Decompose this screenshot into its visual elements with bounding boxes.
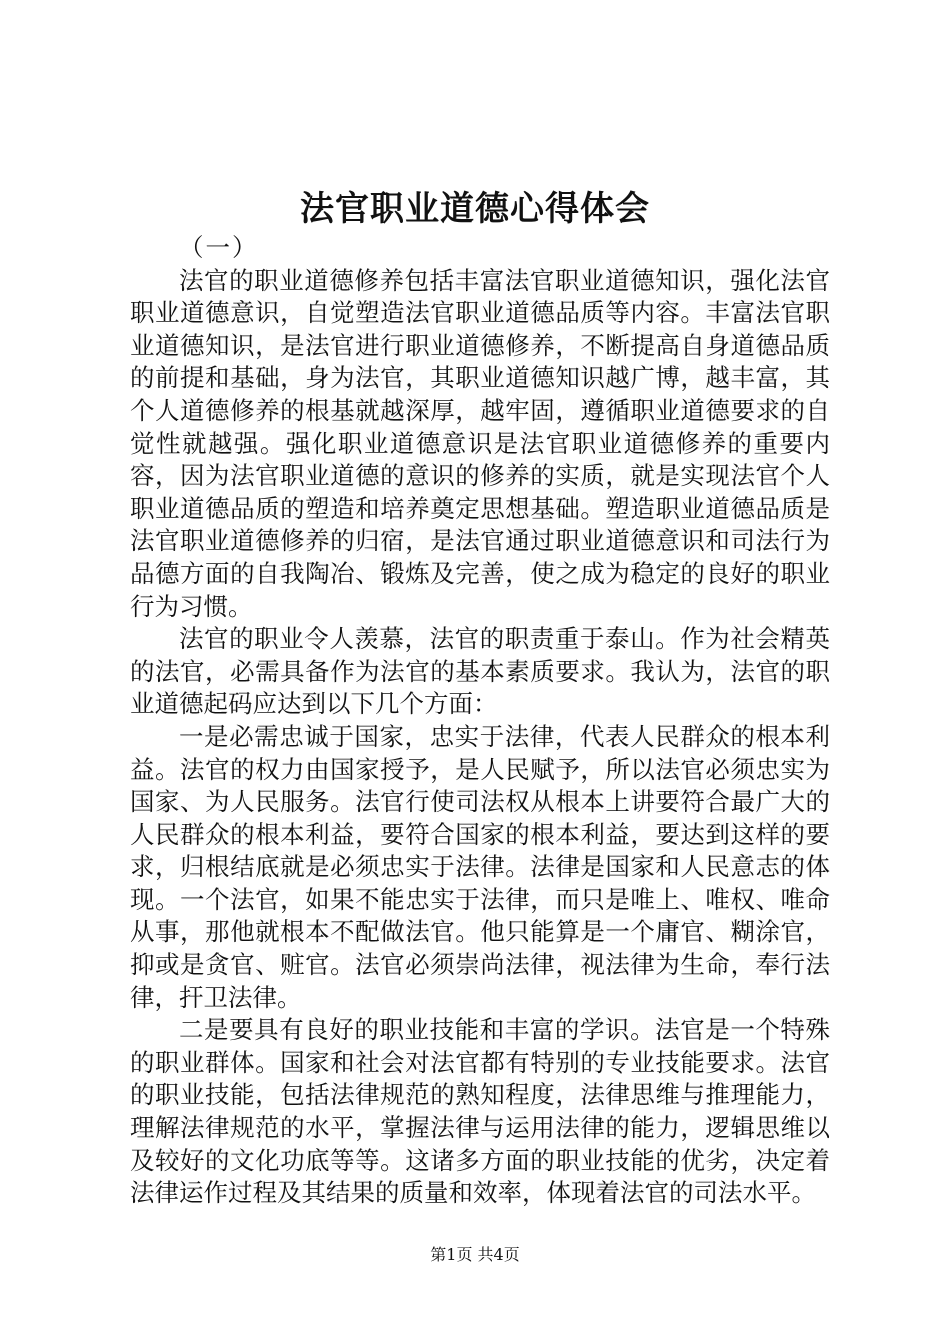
paragraph-4: 二是要具有良好的职业技能和丰富的学识。法官是一个特殊的职业群体。国家和社会对法官都有特别的专业技能要求。法官的职业技能，包括法律规范的熟知程度，法律思维与推理能力，理解法律规范的水平，掌握法律与运用法律的能力，逻辑思维以及较好的文化功底等等。这诸多方面的职业技能的优劣，决定着法律运作过程及其结果的质量和效率，体现着法官的司法水平。 — [130, 1015, 830, 1208]
document-title: 法官职业道德心得体会 — [300, 189, 650, 229]
document-body — [130, 232, 830, 1210]
paragraph-1: 法官的职业道德修养包括丰富法官职业道德知识，强化法官职业道德意识，自觉塑造法官职业道德品质等内容。丰富法官职业道德知识，是法官进行职业道德修养，不断提高自身道德品质的前提和基础，身为法官，其职业道德知识越广博，越丰富，其个人道德修养的根基就越深厚，越牢固，遵循职业道德要求的自觉性就越强。强化职业道德意识是法官职业道德修养的重要内容，因为法官职业道德的意识的修养的实质，就是实现法官个人职业道德品质的塑造和培养奠定思想基础。塑造职业道德品质是法官职业道德修养的归宿，是法官通过职业道德意识和司法行为品德方面的自我陶冶、锻炼及完善，使之成为稳定的良好的职业行为习惯。 — [130, 265, 830, 621]
section-label: （一） — [179, 233, 259, 262]
page-footer: 第1页 共4页 — [430, 1245, 520, 1264]
paragraph-2: 法官的职业令人羡慕，法官的职责重于泰山。作为社会精英的法官，必需具备作为法官的基本素质要求。我认为，法官的职业道德起码应达到以下几个方面： — [130, 624, 830, 719]
paragraph-3: 一是必需忠诚于国家，忠实于法律，代表人民群众的根本利益。法官的权力由国家授予，是人民赋予，所以法官必须忠实为国家、为人民服务。法官行使司法权从根本上讲要符合最广大的人民群众的根本利益，要符合国家的根本利益，要达到这样的要求，归根结底就是必须忠实于法律。法律是国家和人民意志的体现。一个法官，如果不能忠实于法律，而只是唯上、唯权、唯命从事，那他就根本不配做法官。他只能算是一个庸官、糊涂官，抑或是贪官、赃官。法官必须崇尚法律，视法律为生命，奉行法律，扞卫法律。 — [130, 721, 830, 1012]
